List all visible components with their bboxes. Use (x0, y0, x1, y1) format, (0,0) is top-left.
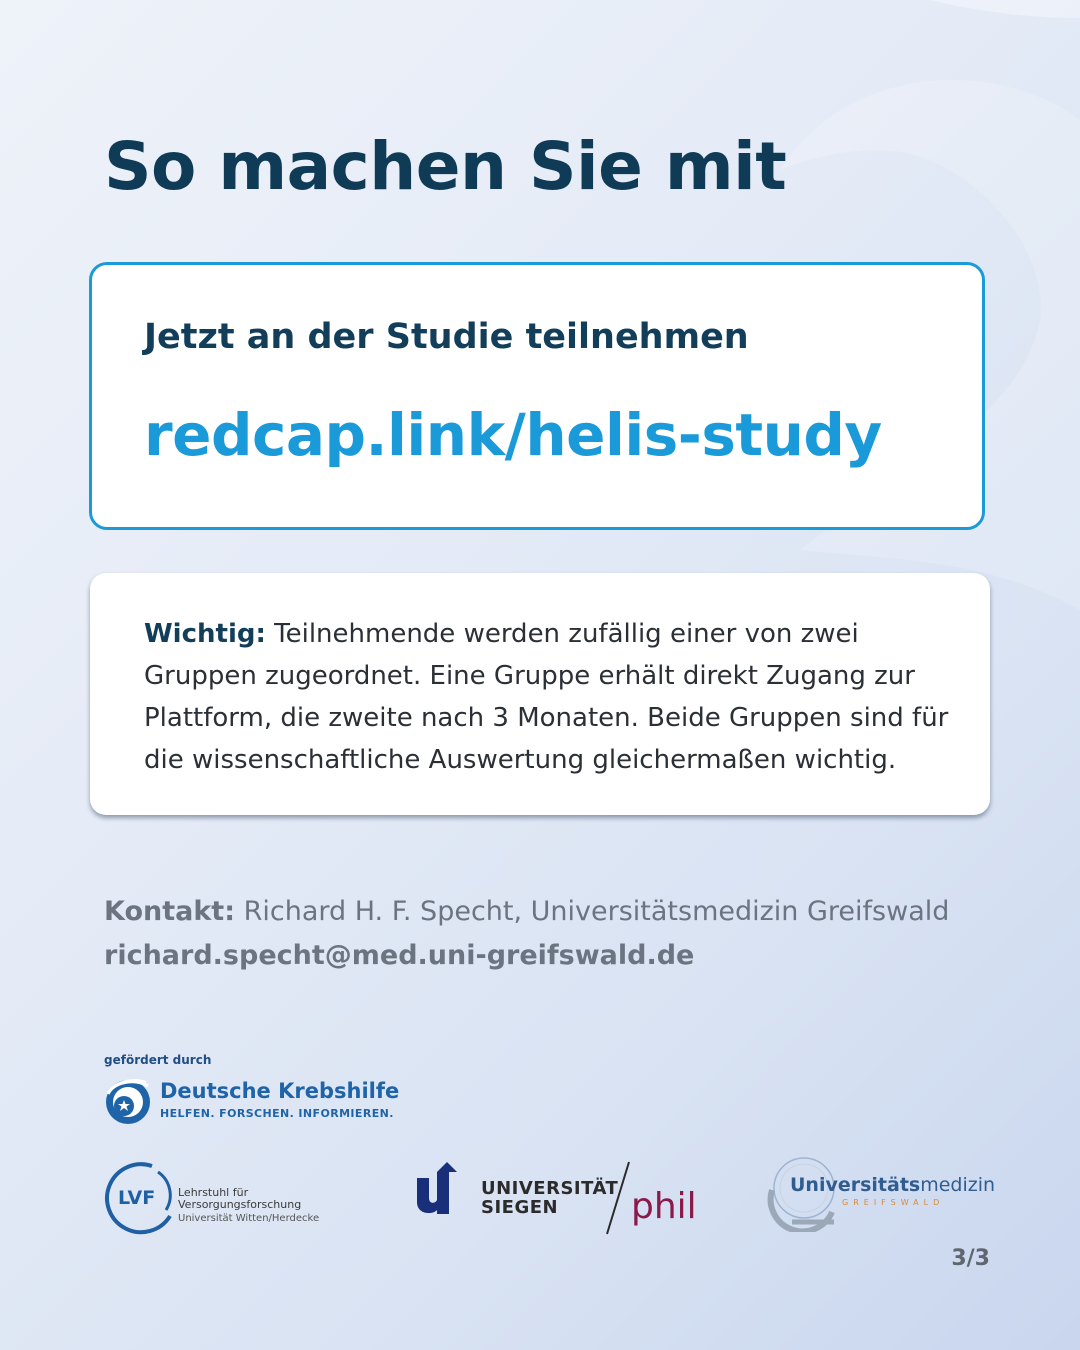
siegen-line2: SIEGEN (481, 1197, 559, 1218)
important-info-card (90, 573, 990, 815)
phil-wordmark: phil (631, 1186, 697, 1227)
umg-name (790, 1174, 995, 1196)
lvf-emblem-icon (104, 1158, 184, 1238)
lvf-line1: Lehrstuhl für (178, 1186, 249, 1199)
uni-siegen-emblem-icon (415, 1158, 475, 1218)
funded-by-label: gefördert durch (104, 1053, 212, 1067)
lvf-line3: Universität Witten/Herdecke (178, 1213, 320, 1224)
important-info-text (144, 613, 950, 781)
contact-line (104, 890, 949, 934)
lvf-line2: Versorgungsforschung (178, 1198, 302, 1211)
universitaetsmedizin-greifswald-logo (762, 1152, 996, 1232)
deutsche-krebshilfe-logo (104, 1076, 400, 1128)
umg-name-bold: Universitäts (790, 1174, 921, 1196)
study-link[interactable]: redcap.link/helis-study (144, 401, 882, 469)
contact-block (104, 890, 949, 978)
participation-card (89, 262, 985, 530)
page-title: So machen Sie mit (104, 128, 787, 205)
krebshilfe-sun-icon (104, 1076, 154, 1126)
divider-slash (603, 1160, 633, 1236)
contact-label: Kontakt: (104, 896, 236, 927)
umg-name-rest: medizin (920, 1174, 996, 1196)
lvf-logo (104, 1158, 344, 1238)
uni-siegen-phil-logo (415, 1158, 705, 1238)
siegen-line1: UNIVERSITÄT (481, 1178, 619, 1199)
participation-label: Jetzt an der Studie teilnehmen (144, 317, 749, 357)
krebshilfe-tagline: HELFEN. FORSCHEN. INFORMIEREN. (160, 1107, 394, 1120)
important-body: Teilnehmende werden zufällig einer von zwei Gruppen zugeordnet. Eine Gruppe erhält direkt Zugang zur Plattform, die zweite nach 3 Monaten. Beide Gruppen sind für die wissenschaftliche Auswertung gleichermaßen wichtig. (144, 619, 949, 775)
lvf-abbr: LVF (118, 1187, 156, 1209)
krebshilfe-name: Deutsche Krebshilfe (160, 1079, 400, 1103)
contact-email[interactable]: richard.specht@med.uni-greifswald.de (104, 940, 695, 971)
page-indicator: 3/3 (951, 1246, 990, 1271)
important-label: Wichtig: (144, 619, 266, 649)
contact-name: Richard H. F. Specht, Universitätsmedizin Greifswald (235, 896, 950, 927)
umg-sub: GREIFSWALD (842, 1198, 945, 1207)
